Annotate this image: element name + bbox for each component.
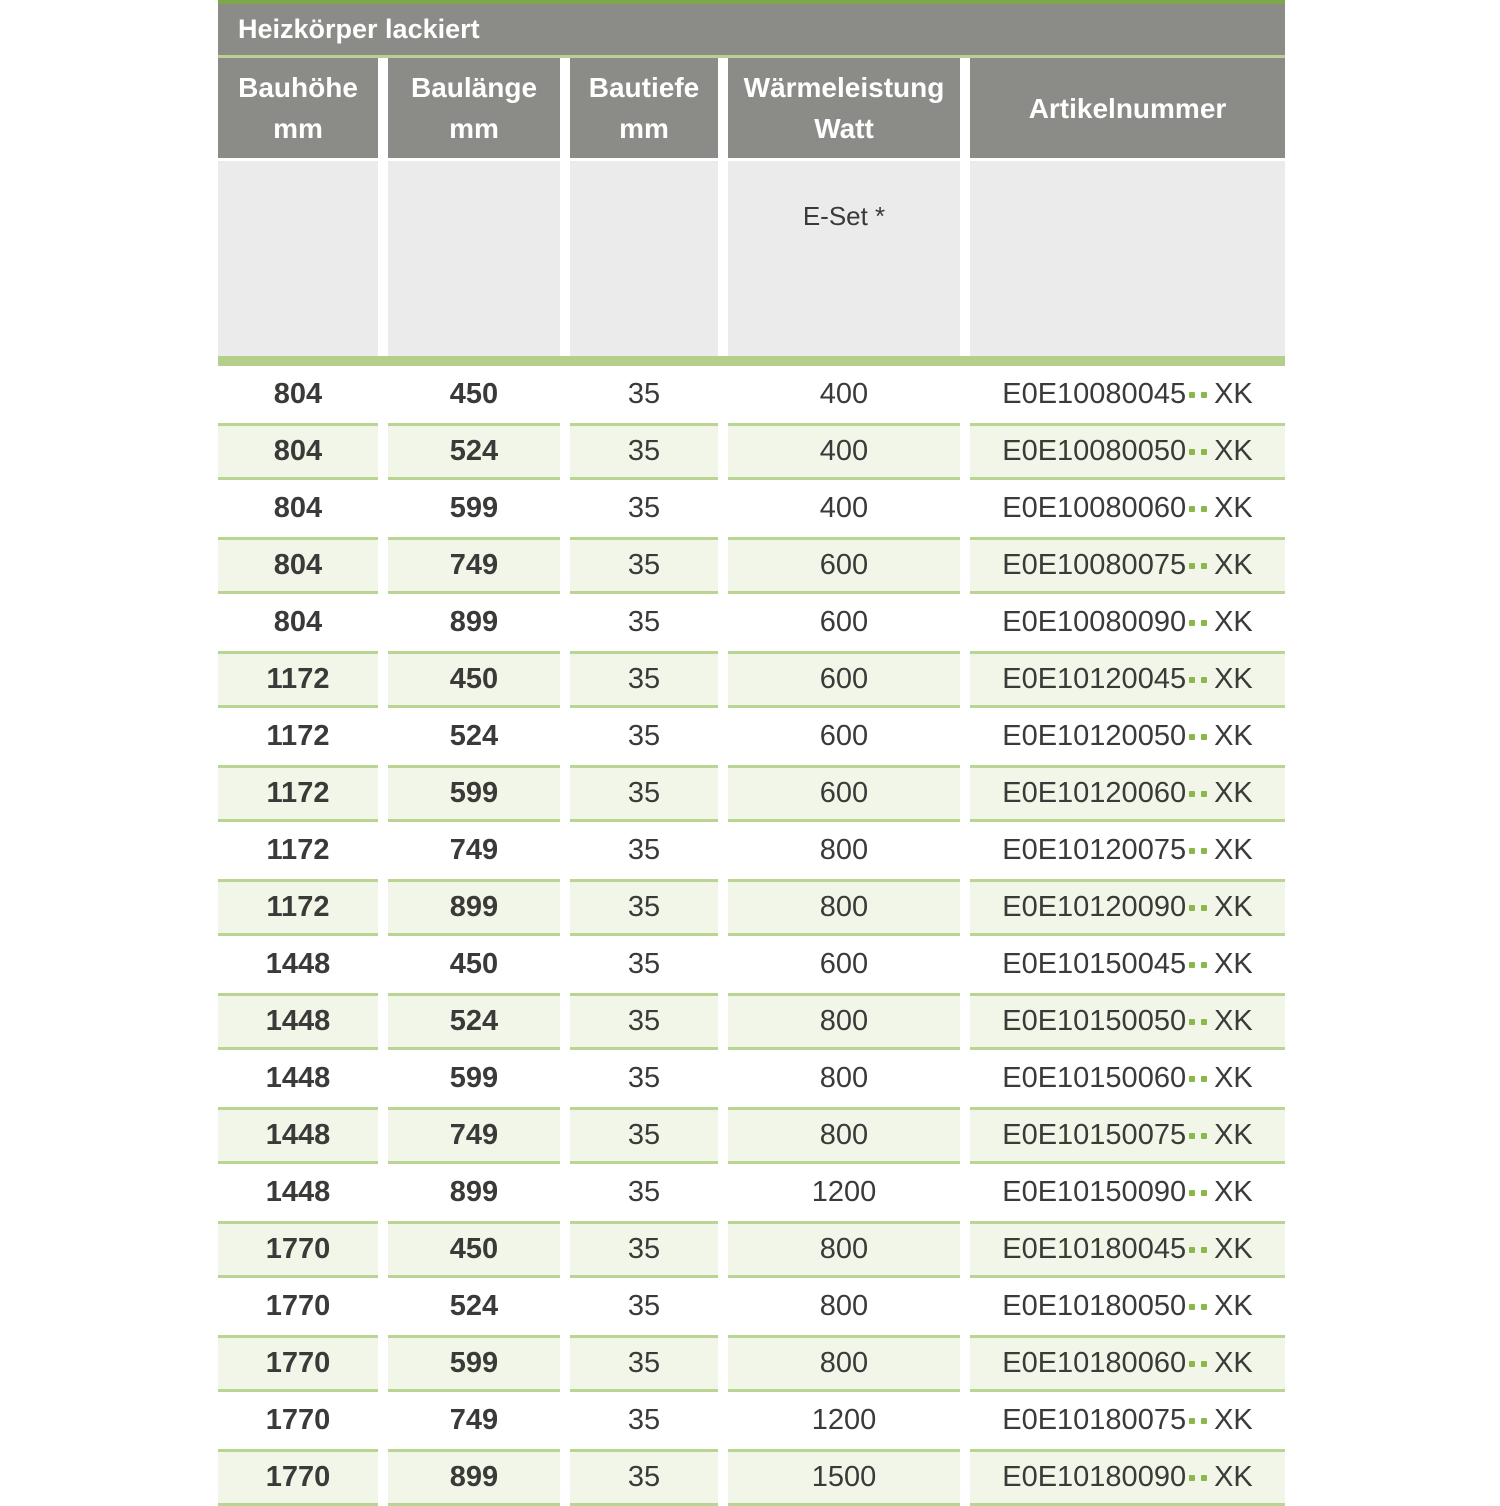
- green-dot-icon: [1189, 1304, 1195, 1310]
- green-dot-icon: [1201, 962, 1207, 968]
- cell-artikelnummer: [970, 1335, 1285, 1392]
- cell-artikelnummer: [970, 1221, 1285, 1278]
- artikel-suffix: XK: [1214, 1005, 1253, 1037]
- table-row: [218, 1392, 1285, 1449]
- cell-bauhoehe: 1172: [218, 708, 378, 765]
- cell-baulaenge: 749: [388, 537, 560, 594]
- cell-artikelnummer: [970, 1050, 1285, 1107]
- green-dot-icon: [1189, 506, 1195, 512]
- green-dot-icon: [1189, 734, 1195, 740]
- cell-bautiefe: 35: [570, 1221, 718, 1278]
- cell-bautiefe: 35: [570, 594, 718, 651]
- green-dot-icon: [1189, 1475, 1195, 1481]
- table-row: [218, 480, 1285, 537]
- green-dot-icon: [1201, 734, 1207, 740]
- cell-artikelnummer: [970, 1164, 1285, 1221]
- cell-waermeleistung: 800: [728, 1107, 960, 1164]
- table-row: [218, 1278, 1285, 1335]
- cell-waermeleistung: 400: [728, 366, 960, 423]
- artikel-prefix: E0E10180045: [1002, 1233, 1187, 1265]
- cell-waermeleistung: 800: [728, 1221, 960, 1278]
- artikel-prefix: E0E10180090: [1002, 1461, 1187, 1493]
- cell-baulaenge: 524: [388, 1278, 560, 1335]
- green-dot-icon: [1201, 848, 1207, 854]
- cell-bauhoehe: 1448: [218, 1107, 378, 1164]
- green-dot-icon: [1189, 905, 1195, 911]
- cell-baulaenge: 524: [388, 708, 560, 765]
- green-dot-icon: [1189, 1418, 1195, 1424]
- header-line1: Wärmeleistung: [743, 72, 945, 103]
- green-dot-icon: [1201, 392, 1207, 398]
- artikel-prefix: E0E10120060: [1002, 777, 1187, 809]
- cell-baulaenge: 450: [388, 651, 560, 708]
- cell-baulaenge: 450: [388, 936, 560, 993]
- cell-baulaenge: 599: [388, 1050, 560, 1107]
- cell-artikelnummer: [970, 651, 1285, 708]
- table-body: [218, 366, 1285, 1506]
- artikel-prefix: E0E10080050: [1002, 435, 1187, 467]
- artikel-suffix: XK: [1214, 435, 1253, 467]
- table-row: [218, 708, 1285, 765]
- artikel-prefix: E0E10120050: [1002, 720, 1187, 752]
- table-row: [218, 765, 1285, 822]
- cell-artikelnummer: [970, 993, 1285, 1050]
- subheader-cell-artikelnummer: [970, 161, 1285, 356]
- green-dot-icon: [1189, 848, 1195, 854]
- artikel-suffix: XK: [1214, 1119, 1253, 1151]
- green-dot-icon: [1201, 1304, 1207, 1310]
- table-row: [218, 879, 1285, 936]
- table-row: [218, 1449, 1285, 1506]
- artikel-suffix: XK: [1214, 663, 1253, 695]
- cell-waermeleistung: 600: [728, 651, 960, 708]
- cell-baulaenge: 599: [388, 1335, 560, 1392]
- cell-waermeleistung: 600: [728, 594, 960, 651]
- cell-bautiefe: 35: [570, 1449, 718, 1506]
- artikel-suffix: XK: [1214, 492, 1253, 524]
- cell-waermeleistung: 800: [728, 1050, 960, 1107]
- table-row: [218, 1335, 1285, 1392]
- cell-artikelnummer: [970, 708, 1285, 765]
- header-line2: mm: [449, 113, 499, 144]
- green-dot-icon: [1201, 506, 1207, 512]
- artikel-prefix: E0E10120075: [1002, 834, 1187, 866]
- artikel-suffix: XK: [1214, 606, 1253, 638]
- green-dot-icon: [1189, 791, 1195, 797]
- cell-bauhoehe: 1770: [218, 1335, 378, 1392]
- cell-bauhoehe: 1770: [218, 1221, 378, 1278]
- cell-bautiefe: 35: [570, 765, 718, 822]
- table-row: [218, 651, 1285, 708]
- cell-baulaenge: 524: [388, 423, 560, 480]
- subheader-cell-eset: [728, 161, 960, 356]
- header-line2: Watt: [814, 113, 874, 144]
- subheader-cell-bautiefe: [570, 161, 718, 356]
- cell-bautiefe: 35: [570, 1278, 718, 1335]
- artikel-suffix: XK: [1214, 1461, 1253, 1493]
- cell-bauhoehe: 1448: [218, 936, 378, 993]
- cell-bautiefe: 35: [570, 879, 718, 936]
- artikel-prefix: E0E10180060: [1002, 1347, 1187, 1379]
- header-line1: Baulänge: [410, 72, 538, 103]
- green-dot-icon: [1189, 620, 1195, 626]
- cell-bautiefe: 35: [570, 1107, 718, 1164]
- column-header-bauhoehe: [218, 58, 378, 158]
- cell-bautiefe: 35: [570, 651, 718, 708]
- green-dot-icon: [1201, 1247, 1207, 1253]
- cell-artikelnummer: [970, 936, 1285, 993]
- artikel-prefix: E0E10080075: [1002, 549, 1187, 581]
- cell-artikelnummer: [970, 1278, 1285, 1335]
- cell-artikelnummer: [970, 594, 1285, 651]
- column-header-artikelnummer: [970, 58, 1285, 158]
- artikel-suffix: XK: [1214, 777, 1253, 809]
- cell-waermeleistung: 800: [728, 1335, 960, 1392]
- artikel-prefix: E0E10150075: [1002, 1119, 1187, 1151]
- green-dot-icon: [1201, 563, 1207, 569]
- cell-artikelnummer: [970, 366, 1285, 423]
- artikel-suffix: XK: [1214, 378, 1253, 410]
- cell-bautiefe: 35: [570, 1050, 718, 1107]
- cell-waermeleistung: 1500: [728, 1449, 960, 1506]
- artikel-suffix: XK: [1214, 1233, 1253, 1265]
- subheader-cell-bauhoehe: [218, 161, 378, 356]
- cell-waermeleistung: 800: [728, 822, 960, 879]
- artikel-suffix: XK: [1214, 891, 1253, 923]
- column-header-baulaenge: [388, 58, 560, 158]
- cell-bautiefe: 35: [570, 993, 718, 1050]
- table-row: [218, 1221, 1285, 1278]
- header-line1: Artikelnummer: [1028, 92, 1227, 124]
- column-header-waermeleistung: [728, 58, 960, 158]
- artikel-suffix: XK: [1214, 1290, 1253, 1322]
- cell-bauhoehe: 804: [218, 480, 378, 537]
- cell-waermeleistung: 800: [728, 993, 960, 1050]
- cell-artikelnummer: [970, 423, 1285, 480]
- table-row: [218, 1107, 1285, 1164]
- cell-artikelnummer: [970, 1107, 1285, 1164]
- table-title-label: Heizkörper lackiert: [238, 14, 480, 44]
- cell-bauhoehe: 1770: [218, 1278, 378, 1335]
- table-row: [218, 993, 1285, 1050]
- cell-bautiefe: 35: [570, 366, 718, 423]
- cell-bauhoehe: 1770: [218, 1392, 378, 1449]
- column-header-bautiefe: [570, 58, 718, 158]
- artikel-suffix: XK: [1214, 1176, 1253, 1208]
- green-dot-icon: [1189, 1247, 1195, 1253]
- green-dot-icon: [1201, 677, 1207, 683]
- artikel-prefix: E0E10120090: [1002, 891, 1187, 923]
- cell-bauhoehe: 1172: [218, 822, 378, 879]
- green-dot-icon: [1201, 1475, 1207, 1481]
- cell-waermeleistung: 600: [728, 765, 960, 822]
- table-row: [218, 936, 1285, 993]
- green-dot-icon: [1201, 1361, 1207, 1367]
- green-dot-icon: [1189, 563, 1195, 569]
- header-line2: mm: [273, 113, 323, 144]
- table-row: [218, 1050, 1285, 1107]
- green-dot-icon: [1189, 1133, 1195, 1139]
- cell-artikelnummer: [970, 537, 1285, 594]
- cell-waermeleistung: 800: [728, 879, 960, 936]
- table-subheader-row: [218, 161, 1285, 356]
- cell-waermeleistung: 800: [728, 1278, 960, 1335]
- table-row: [218, 594, 1285, 651]
- green-dot-icon: [1201, 449, 1207, 455]
- cell-artikelnummer: [970, 1392, 1285, 1449]
- eset-label: E-Set *: [802, 201, 886, 231]
- green-dot-icon: [1189, 449, 1195, 455]
- green-dot-icon: [1201, 1076, 1207, 1082]
- cell-bauhoehe: 804: [218, 366, 378, 423]
- artikel-prefix: E0E10150090: [1002, 1176, 1187, 1208]
- table-header-row: [218, 58, 1285, 158]
- cell-artikelnummer: [970, 765, 1285, 822]
- artikel-prefix: E0E10150045: [1002, 948, 1187, 980]
- cell-baulaenge: 899: [388, 879, 560, 936]
- green-dot-icon: [1189, 1361, 1195, 1367]
- cell-baulaenge: 450: [388, 366, 560, 423]
- subheader-cell-baulaenge: [388, 161, 560, 356]
- header-line1: Bautiefe: [588, 72, 700, 103]
- green-dot-icon: [1189, 962, 1195, 968]
- cell-baulaenge: 450: [388, 1221, 560, 1278]
- cell-bauhoehe: 804: [218, 537, 378, 594]
- artikel-suffix: XK: [1214, 720, 1253, 752]
- cell-bauhoehe: 1770: [218, 1449, 378, 1506]
- cell-artikelnummer: [970, 480, 1285, 537]
- cell-baulaenge: 524: [388, 993, 560, 1050]
- cell-artikelnummer: [970, 879, 1285, 936]
- artikel-prefix: E0E10150060: [1002, 1062, 1187, 1094]
- cell-baulaenge: 899: [388, 1449, 560, 1506]
- table-row: [218, 1164, 1285, 1221]
- artikel-prefix: E0E10080045: [1002, 378, 1187, 410]
- cell-baulaenge: 749: [388, 822, 560, 879]
- cell-artikelnummer: [970, 822, 1285, 879]
- artikel-prefix: E0E10150050: [1002, 1005, 1187, 1037]
- cell-baulaenge: 749: [388, 1107, 560, 1164]
- cell-bauhoehe: 804: [218, 423, 378, 480]
- cell-bauhoehe: 1448: [218, 1050, 378, 1107]
- cell-waermeleistung: 400: [728, 423, 960, 480]
- cell-artikelnummer: [970, 1449, 1285, 1506]
- table-title: [218, 4, 1285, 55]
- table-row: [218, 423, 1285, 480]
- cell-bautiefe: 35: [570, 822, 718, 879]
- cell-baulaenge: 599: [388, 765, 560, 822]
- cell-baulaenge: 599: [388, 480, 560, 537]
- artikel-prefix: E0E10180075: [1002, 1404, 1187, 1436]
- cell-bautiefe: 35: [570, 537, 718, 594]
- cell-bautiefe: 35: [570, 1164, 718, 1221]
- cell-waermeleistung: 1200: [728, 1164, 960, 1221]
- artikel-prefix: E0E10080060: [1002, 492, 1187, 524]
- cell-bauhoehe: 1172: [218, 765, 378, 822]
- cell-bautiefe: 35: [570, 708, 718, 765]
- cell-baulaenge: 899: [388, 1164, 560, 1221]
- green-dot-icon: [1201, 791, 1207, 797]
- table-row: [218, 537, 1285, 594]
- artikel-prefix: E0E10120045: [1002, 663, 1187, 695]
- artikel-prefix: E0E10080090: [1002, 606, 1187, 638]
- green-dot-icon: [1189, 392, 1195, 398]
- artikel-suffix: XK: [1214, 1347, 1253, 1379]
- artikel-suffix: XK: [1214, 549, 1253, 581]
- artikel-suffix: XK: [1214, 1404, 1253, 1436]
- cell-waermeleistung: 600: [728, 936, 960, 993]
- green-dot-icon: [1189, 1019, 1195, 1025]
- green-separator-bar: [218, 356, 1285, 366]
- green-dot-icon: [1189, 677, 1195, 683]
- green-dot-icon: [1201, 905, 1207, 911]
- cell-bautiefe: 35: [570, 936, 718, 993]
- cell-waermeleistung: 600: [728, 708, 960, 765]
- cell-bauhoehe: 1448: [218, 1164, 378, 1221]
- artikel-suffix: XK: [1214, 834, 1253, 866]
- cell-bautiefe: 35: [570, 1335, 718, 1392]
- product-table: [218, 0, 1285, 1506]
- cell-baulaenge: 749: [388, 1392, 560, 1449]
- table-row: [218, 822, 1285, 879]
- green-dot-icon: [1189, 1190, 1195, 1196]
- cell-waermeleistung: 1200: [728, 1392, 960, 1449]
- cell-waermeleistung: 400: [728, 480, 960, 537]
- artikel-prefix: E0E10180050: [1002, 1290, 1187, 1322]
- green-dot-icon: [1201, 1190, 1207, 1196]
- cell-bauhoehe: 1448: [218, 993, 378, 1050]
- cell-bautiefe: 35: [570, 480, 718, 537]
- cell-bauhoehe: 804: [218, 594, 378, 651]
- cell-bauhoehe: 1172: [218, 879, 378, 936]
- artikel-suffix: XK: [1214, 1062, 1253, 1094]
- green-dot-icon: [1189, 1076, 1195, 1082]
- table-row: [218, 366, 1285, 423]
- artikel-suffix: XK: [1214, 948, 1253, 980]
- green-dot-icon: [1201, 1019, 1207, 1025]
- cell-baulaenge: 899: [388, 594, 560, 651]
- green-dot-icon: [1201, 1418, 1207, 1424]
- green-dot-icon: [1201, 620, 1207, 626]
- cell-bauhoehe: 1172: [218, 651, 378, 708]
- header-line1: Bauhöhe: [238, 72, 358, 103]
- green-dot-icon: [1201, 1133, 1207, 1139]
- header-line2: mm: [619, 113, 669, 144]
- cell-bautiefe: 35: [570, 1392, 718, 1449]
- cell-waermeleistung: 600: [728, 537, 960, 594]
- cell-bautiefe: 35: [570, 423, 718, 480]
